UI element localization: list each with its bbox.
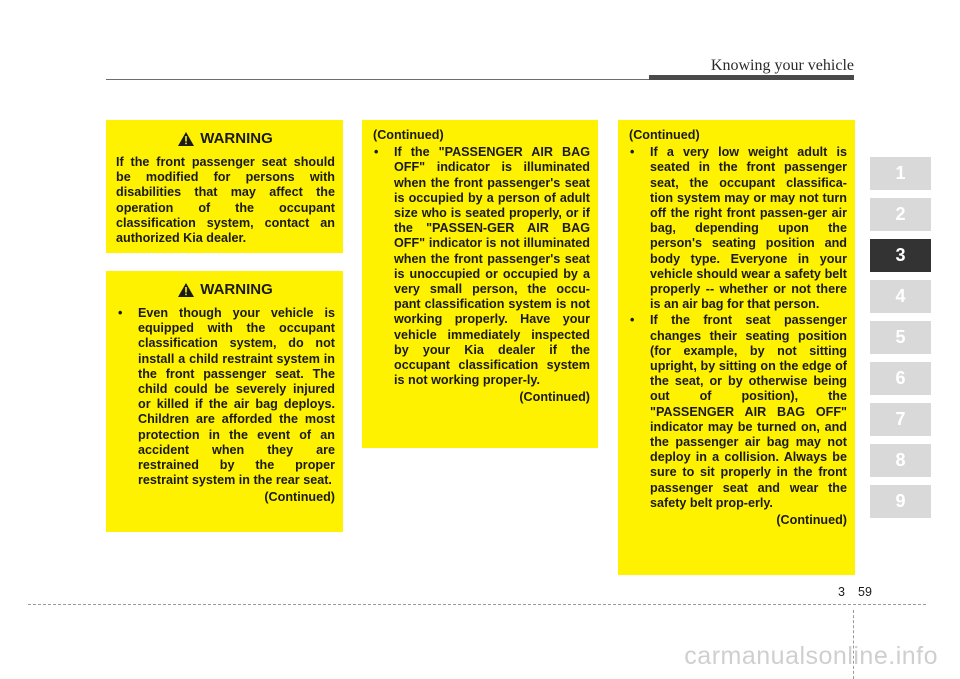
- warning-box-indicator-continued: [362, 120, 598, 448]
- warning-label: WARNING: [200, 281, 273, 298]
- continued-heading: (Continued): [373, 128, 444, 142]
- warning-bullet-list: [116, 306, 335, 488]
- chapter-tab-2[interactable]: 2: [870, 198, 931, 231]
- continued-heading: (Continued): [629, 128, 700, 142]
- warning-triangle-icon: [178, 132, 194, 146]
- warning-text: If the front passenger seat should be modified for persons with disabilities that may affect the operation of the occupant classification system, contact an authorized Kia dealer.: [116, 155, 335, 246]
- warning-title: [116, 281, 335, 299]
- list-item: • If the "PASSENGER AIR BAG OFF" indicator is illuminated when the front passenger's seat is occupied by a person of adult size who is seated properly, or if the "PASSEN-GER AIR BAG OFF" indicator is not illuminated when the front passenger's seat is unoccupied or occupied by a very small person, the occu-pant classification system is not working properly. Have your vehicle immediately inspected by your Kia dealer if the occupant classification system is not working proper-ly.: [372, 145, 590, 388]
- continued-label: (Continued): [776, 513, 847, 528]
- warning-label: WARNING: [200, 130, 273, 147]
- chapter-tab-8[interactable]: 8: [870, 444, 931, 477]
- page-number: 59: [858, 585, 872, 599]
- chapter-tab-7[interactable]: 7: [870, 403, 931, 436]
- chapter-tab-9[interactable]: 9: [870, 485, 931, 518]
- list-item: • If a very low weight adult is seated in the front passenger seat, the occupant classifica-tion system may or may not turn off the right front passen-ger air bag, depending upon the person's seating position and body type. Everyone in your vehicle should wear a safety belt properly -- whether or not there is an air bag for that person.: [628, 145, 847, 312]
- chapter-tab-1[interactable]: 1: [870, 157, 931, 190]
- chapter-tabs: [870, 157, 931, 526]
- header-rule: [106, 79, 649, 80]
- warning-box-child-restraint: [106, 271, 343, 532]
- footer-rule: [28, 604, 926, 605]
- header-title: Knowing your vehicle: [710, 57, 854, 74]
- warning-box-low-weight-continued: [618, 120, 855, 575]
- warning-title: [116, 130, 335, 148]
- list-item: • If the front seat passenger changes their seating position (for example, by not sitting upright, by sitting on the edge of the seat, or by otherwise being out of position), the "PASSENGER AIR BAG OFF" indicator may be turned on, and the passenger air bag may not deploy in a collision. Always be sure to sit properly in the front passenger seat and wear the safety belt prop-erly.: [628, 313, 847, 511]
- warning-bullet-list: [628, 145, 847, 511]
- continued-label: (Continued): [264, 490, 335, 505]
- chapter-tab-5[interactable]: 5: [870, 321, 931, 354]
- warning-triangle-icon: [178, 283, 194, 297]
- header-rule-accent: [649, 75, 854, 80]
- page-section: 3: [838, 585, 845, 599]
- chapter-tab-6[interactable]: 6: [870, 362, 931, 395]
- continued-label: (Continued): [519, 390, 590, 405]
- list-item: • Even though your vehicle is equipped with the occupant classification system, do not install a child restraint system in the front passenger seat. The child could be severely injured or killed if the air bag deploys. Children are afforded the most protection in the event of an accident when they are restrained by the proper restraint system in the rear seat.: [116, 306, 335, 488]
- watermark: carmanualsonline.info: [684, 642, 938, 670]
- warning-bullet-list: [372, 145, 590, 388]
- chapter-tab-3[interactable]: 3: [870, 239, 931, 272]
- chapter-tab-4[interactable]: 4: [870, 280, 931, 313]
- warning-box-seat-modification: [106, 120, 343, 253]
